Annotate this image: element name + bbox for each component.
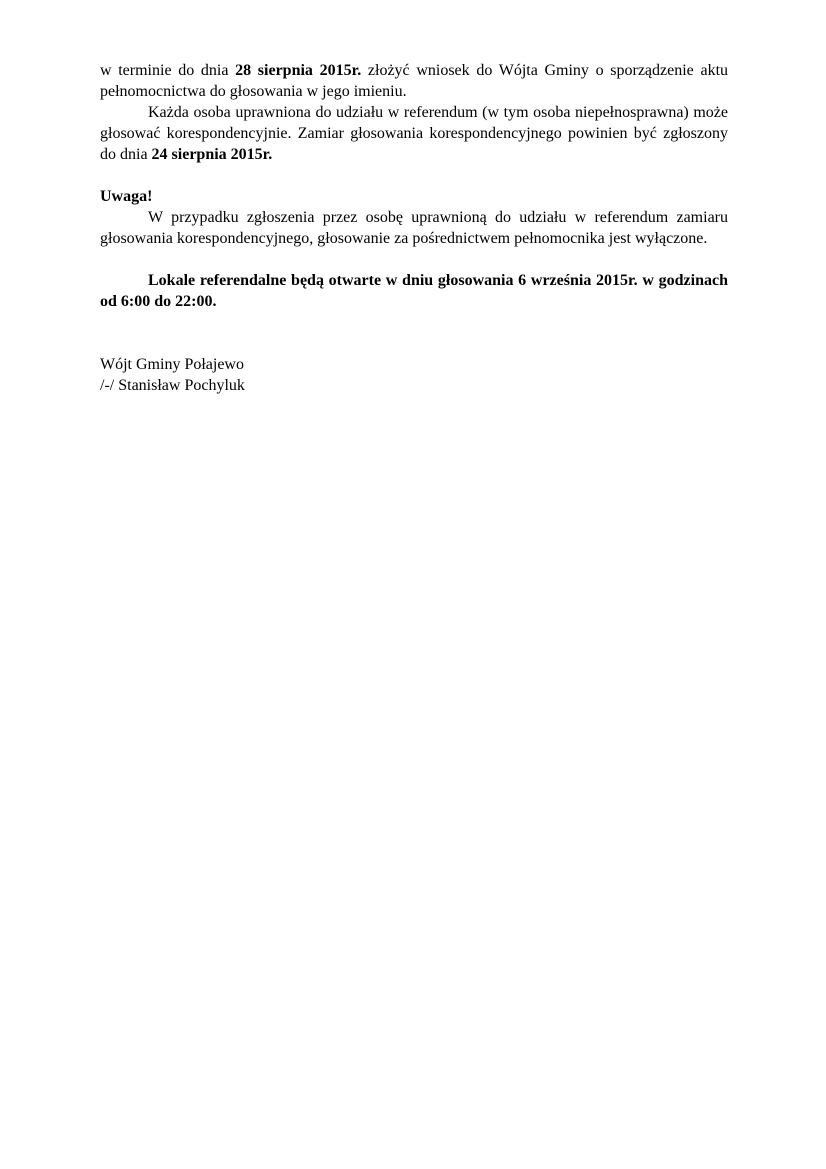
notice-heading: Uwaga! <box>100 188 153 205</box>
spacer <box>100 165 728 186</box>
deadline-date: 24 sierpnia 2015r. <box>151 146 273 163</box>
deadline-date: 28 sierpnia 2015r. <box>235 62 362 79</box>
paragraph-text: Każda osoba uprawniona do udziału w referendum (w tym osoba niepełnosprawna) może głosować korespondencyjnie. Zamiar głosowania korespondencyjnego powinien być zgłoszony do dnia <box>100 104 728 163</box>
signature-name: /-/ Stanisław Pochyluk <box>100 377 245 394</box>
spacer <box>100 312 728 354</box>
document-page <box>100 60 728 396</box>
notice-text: W przypadku zgłoszenia przez osobę uprawnioną do udziału w referendum zamiaru głosowania korespondencyjnego, głosowanie za pośrednictwem pełnomocnika jest wyłączone. <box>100 209 728 247</box>
spacer <box>100 249 728 270</box>
paragraph-text: w terminie do dnia <box>100 62 236 79</box>
paragraph-text: złożyć wniosek do Wójta Gminy o sporządzenie aktu pełnomocnictwa do głosowania w jego imieniu. <box>100 62 729 100</box>
paragraph-power-of-attorney <box>100 60 728 102</box>
signature-title: Wójt Gminy Połajewo <box>100 356 244 373</box>
polling-hours: Lokale referendalne będą otwarte w dniu głosowania 6 września 2015r. w godzinach od 6:00 do 22:00. <box>100 272 728 310</box>
paragraph-postal-voting <box>100 102 728 165</box>
